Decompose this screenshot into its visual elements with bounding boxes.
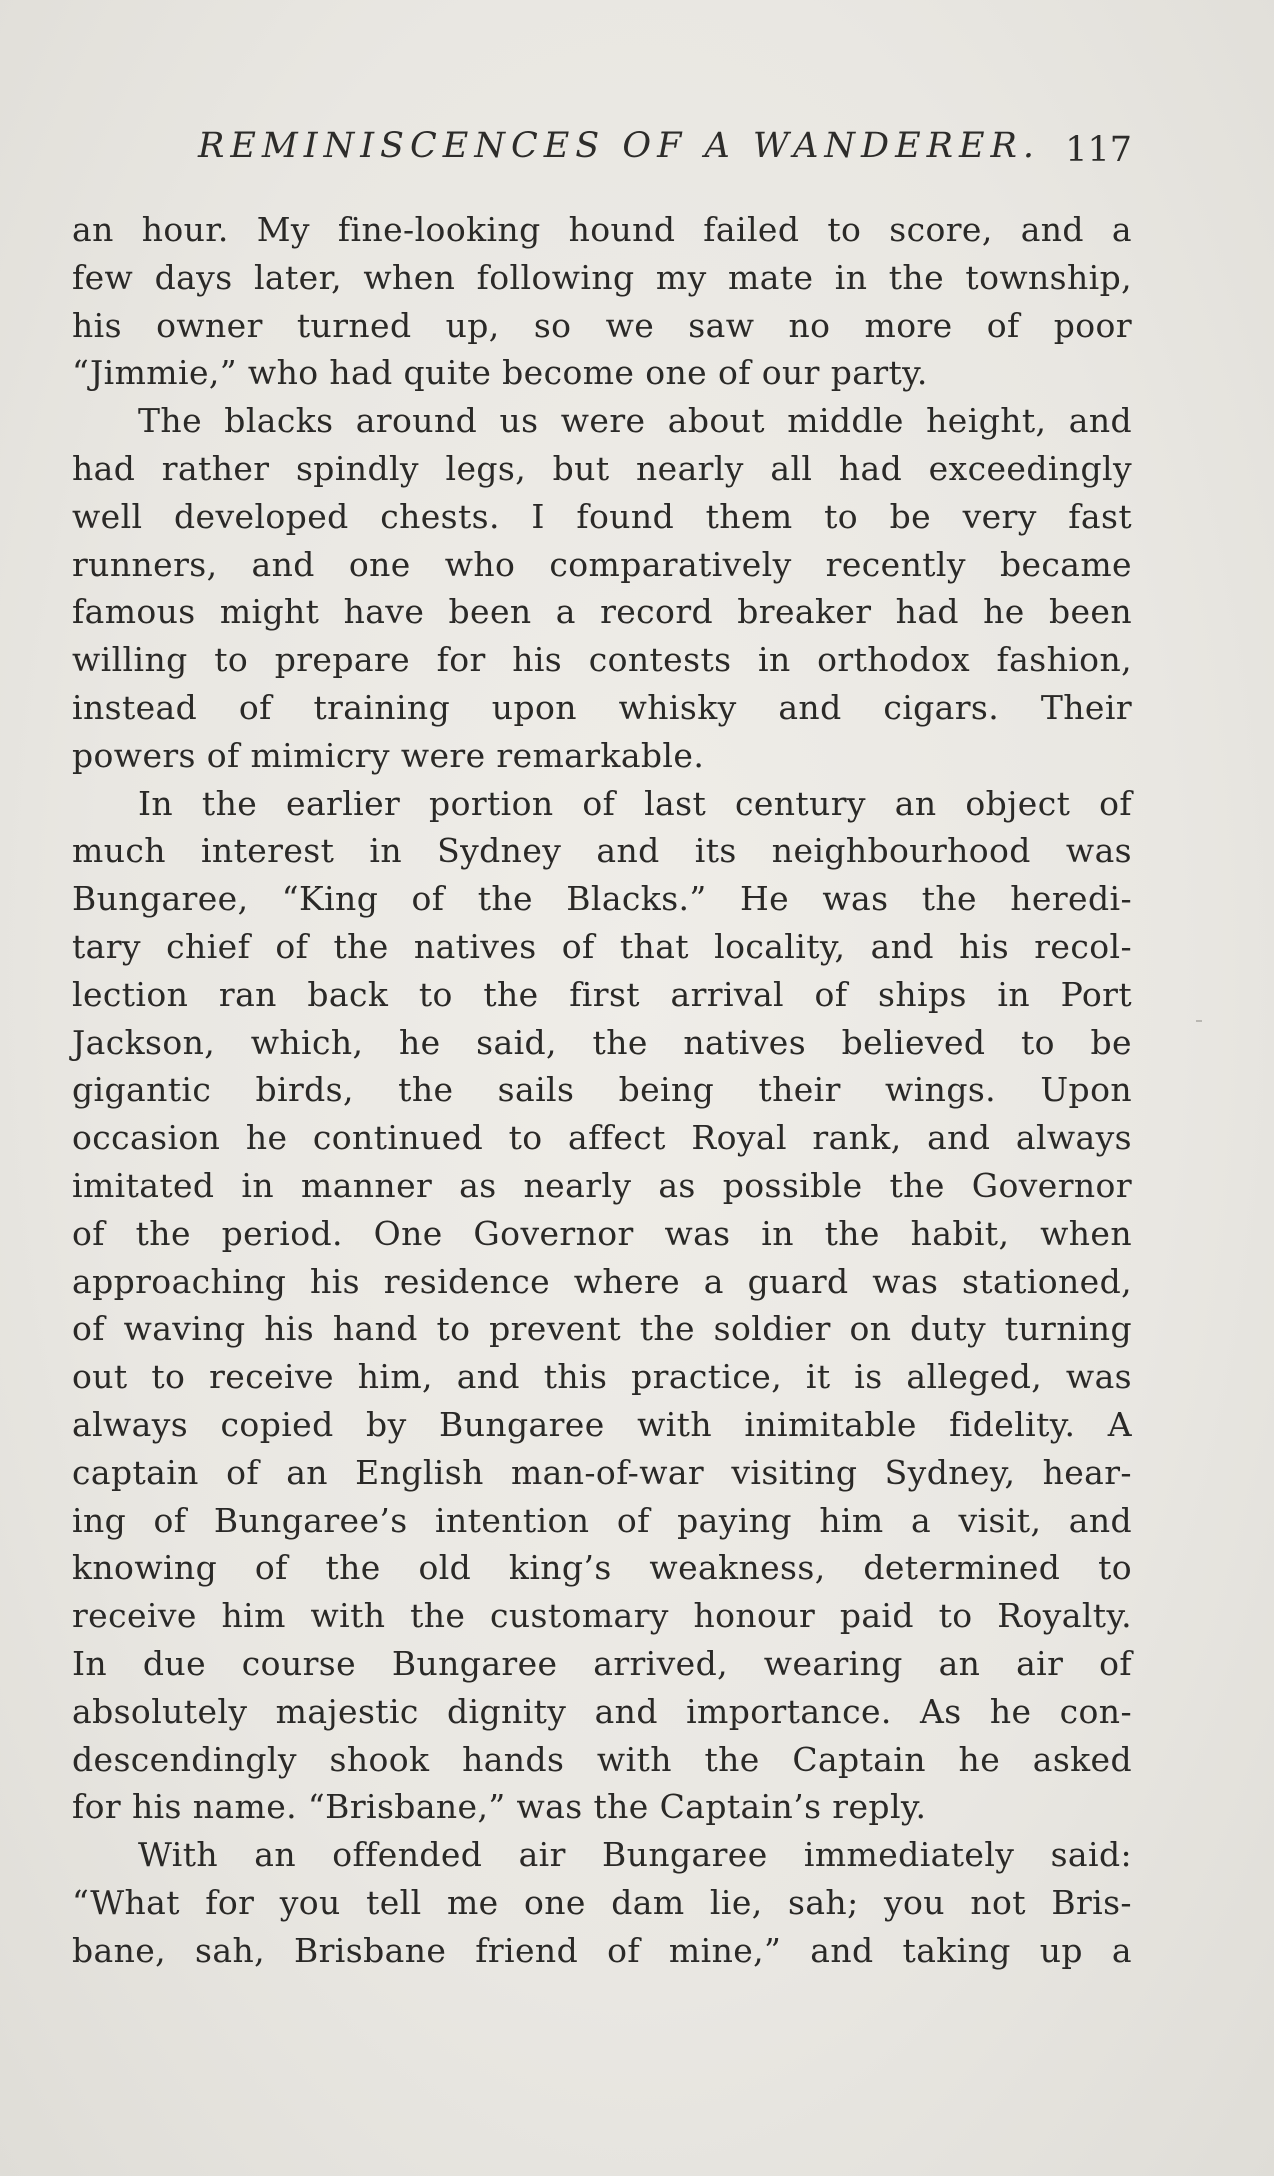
text-line: out to receive him, and this practice, it is alleged, was bbox=[72, 1357, 1132, 1397]
text-line: willing to prepare for his contests in orthodox fashion, bbox=[72, 640, 1132, 680]
text-line: tary chief of the natives of that locality, and his recol- bbox=[72, 926, 1132, 966]
text-line: descendingly shook hands with the Captain he asked bbox=[72, 1739, 1132, 1779]
text-line: of waving his hand to prevent the soldier on duty turning bbox=[72, 1309, 1132, 1349]
text-line: lection ran back to the first arrival of ships in Port bbox=[72, 974, 1132, 1014]
text-line: ing of Bungaree’s intention of paying him a visit, and bbox=[72, 1500, 1132, 1540]
text-line: knowing of the old king’s weakness, determined to bbox=[72, 1548, 1132, 1588]
paragraph bbox=[72, 206, 1132, 397]
text-line: famous might have been a record breaker had he been bbox=[72, 592, 1132, 632]
text-line: bane, sah, Brisbane friend of mine,” and taking up a bbox=[72, 1930, 1132, 1970]
text-line: few days later, when following my mate in the township, bbox=[72, 257, 1132, 297]
text-line: Bungaree, “King of the Blacks.” He was the heredi- bbox=[72, 879, 1132, 919]
text-line: instead of training upon whisky and cigars. Their bbox=[72, 687, 1132, 727]
text-line: runners, and one who comparatively recently became bbox=[72, 544, 1132, 584]
text-line: much interest in Sydney and its neighbourhood was bbox=[72, 831, 1132, 871]
text-line: always copied by Bungaree with inimitable fidelity. A bbox=[72, 1404, 1132, 1444]
text-line: occasion he continued to affect Royal rank, and always bbox=[72, 1118, 1132, 1158]
text-line: well developed chests. I found them to be very fast bbox=[72, 496, 1132, 536]
text-line: “Jimmie,” who had quite become one of our party. bbox=[72, 353, 928, 393]
text-line: his owner turned up, so we saw no more of poor bbox=[72, 305, 1132, 345]
text-line: “What for you tell me one dam lie, sah; you not Bris- bbox=[72, 1882, 1132, 1922]
text-line: captain of an English man-of-war visiting Sydney, hear- bbox=[72, 1452, 1132, 1492]
text-line: With an offended air Bungaree immediately said: bbox=[138, 1835, 1132, 1875]
text-line: approaching his residence where a guard was stationed, bbox=[72, 1261, 1132, 1301]
text-line: powers of mimicry were remarkable. bbox=[72, 735, 705, 775]
text-line: gigantic birds, the sails being their wings. Upon bbox=[72, 1070, 1132, 1110]
text-line: had rather spindly legs, but nearly all had exceedingly bbox=[72, 448, 1132, 488]
page-number: 117 bbox=[1065, 130, 1132, 170]
body-text bbox=[72, 206, 1132, 1974]
text-line: In due course Bungaree arrived, wearing an air of bbox=[72, 1643, 1132, 1683]
paragraph bbox=[72, 780, 1132, 1832]
page-header bbox=[72, 126, 1132, 186]
text-line: The blacks around us were about middle height, and bbox=[138, 401, 1132, 441]
paper-speck bbox=[1196, 1020, 1202, 1022]
text-line: for his name. “Brisbane,” was the Captain’s reply. bbox=[72, 1787, 927, 1827]
text-line: receive him with the customary honour paid to Royalty. bbox=[72, 1596, 1132, 1636]
paragraph bbox=[72, 1831, 1132, 1974]
text-line: of the period. One Governor was in the habit, when bbox=[72, 1213, 1132, 1253]
text-line: In the earlier portion of last century an object of bbox=[138, 783, 1132, 823]
text-line: absolutely majestic dignity and importance. As he con- bbox=[72, 1691, 1132, 1731]
running-title: REMINISCENCES OF A WANDERER. bbox=[198, 126, 1041, 166]
paragraph bbox=[72, 397, 1132, 779]
text-line: an hour. My fine-looking hound failed to score, and a bbox=[72, 210, 1132, 249]
text-line: Jackson, which, he said, the natives believed to be bbox=[72, 1022, 1132, 1062]
text-line: imitated in manner as nearly as possible the Governor bbox=[72, 1165, 1132, 1205]
